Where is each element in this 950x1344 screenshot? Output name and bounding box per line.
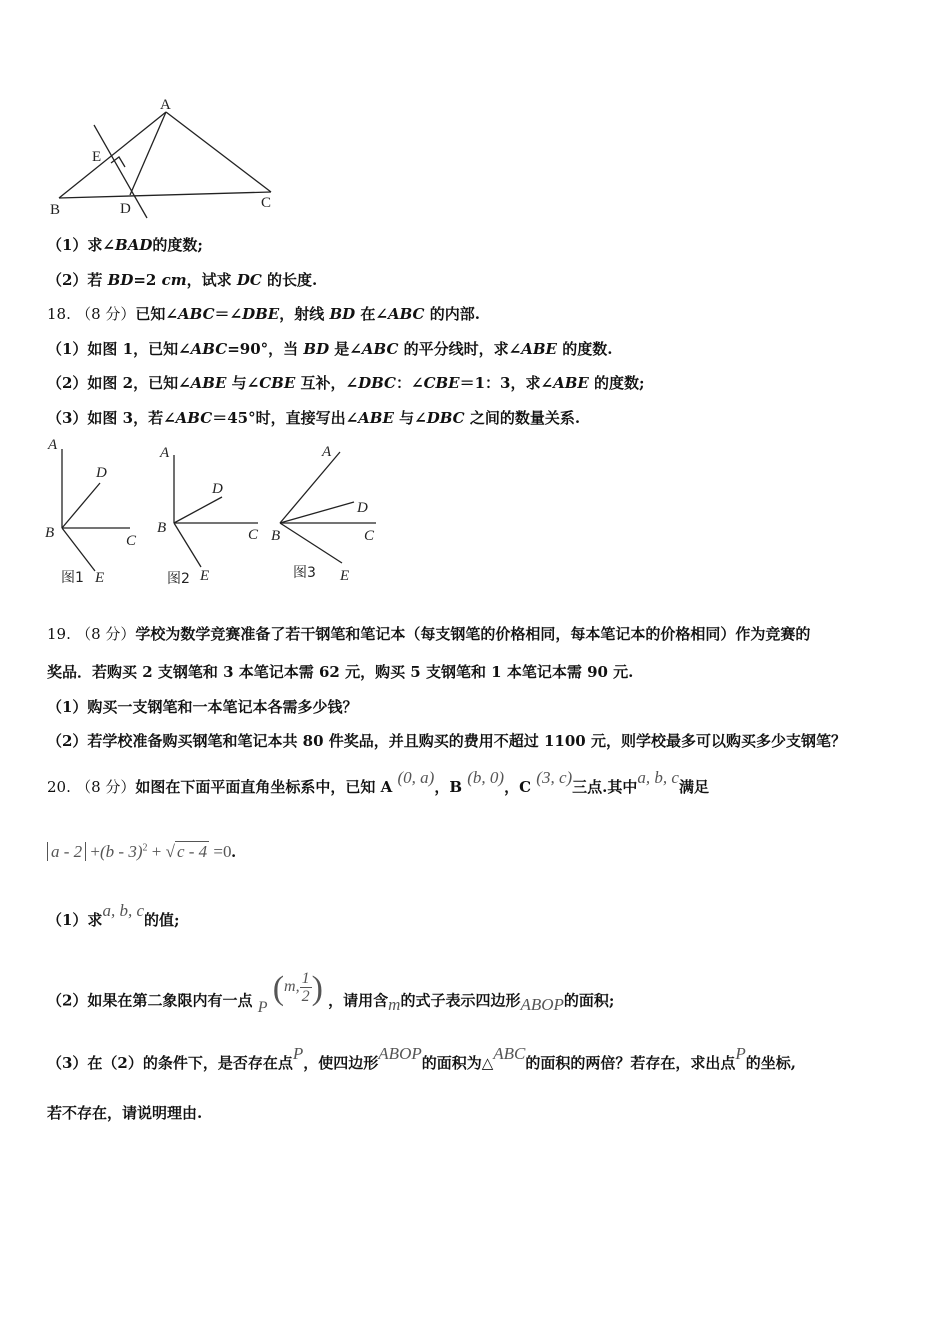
ray-be xyxy=(280,523,342,563)
label-c: C xyxy=(126,533,137,549)
label-a: A xyxy=(160,445,170,461)
label-c: C xyxy=(261,195,272,211)
ray-bd xyxy=(62,483,100,528)
point-b-coords: (b, 0) xyxy=(467,768,505,787)
q17-part1: （1）求∠BAD的度数; xyxy=(47,236,203,254)
triangle-figure xyxy=(40,95,285,225)
vars-abc: a, b, c xyxy=(637,768,679,787)
ray-bd xyxy=(174,497,222,523)
figure-caption: 图2 xyxy=(167,571,190,587)
point-a-coords: (0, a) xyxy=(397,768,435,787)
point-p-coords: (m, $\frac{1}{2}$ ) xyxy=(272,970,323,1008)
abs-term: a - 2 xyxy=(47,842,86,861)
label-a: A xyxy=(322,444,332,460)
q20-part3: （3）在（2）的条件下，是否存在点P，使四边形ABOP的面积为△ABC的面积的两倍？若存在，求出点P的坐标, xyxy=(47,1044,797,1072)
q19-stem-line2: 奖品．若购买 2 支钢笔和 3 本笔记本需 62 元，购买 5 支钢笔和 1 本笔记本需 90 元. xyxy=(47,663,634,681)
q18-stem: 18. （8 分）已知∠ABC＝∠DBE，射线 BD 在∠ABC 的内部. xyxy=(47,305,480,323)
point-c-coords: (3, c) xyxy=(536,768,573,787)
q20-part1: （1）求a, b, c的值; xyxy=(47,901,180,929)
label-a: A xyxy=(160,97,171,113)
label-d: D xyxy=(120,201,131,217)
label-e: E xyxy=(340,568,350,584)
label-e: E xyxy=(200,568,210,584)
label-c: C xyxy=(248,527,259,543)
ray-be xyxy=(62,528,95,571)
label-e: E xyxy=(95,570,105,586)
segment-ba xyxy=(59,112,166,198)
q17-part2: （2）若 BD=2 cm，试求 DC 的长度. xyxy=(47,271,318,289)
segment-ad xyxy=(130,112,166,195)
figure-caption: 图3 xyxy=(293,565,316,581)
square-term: (b - 3) xyxy=(100,842,143,861)
q19-part1: （1）购买一支钢笔和一本笔记本各需多少钱？ xyxy=(47,698,358,716)
figure-1 xyxy=(40,435,150,590)
q18-part2: （2）如图 2，已知∠ABE 与∠CBE 互补，∠DBC：∠CBE＝1：3，求∠ABE 的度数; xyxy=(47,374,645,392)
q19-part2: （2）若学校准备购买钢笔和笔记本共 80 件奖品，并且购买的费用不超过 1100 元，则学校最多可以购买多少支钢笔？ xyxy=(47,732,846,750)
q20-stem: 20. （8 分）如图在下面平面直角坐标系中，已知 A (0, a)，B (b, 0)，C (3, c)三点.其中a, b, c满足 xyxy=(47,768,709,796)
q20-part2: （2）如果在第二象限内有一点 P (m, $\frac{1}{2}$ ) ，请用含m的式子表示四边形ABOP的面积; xyxy=(47,970,615,1016)
q20-part3-cont: 若不存在，请说明理由. xyxy=(47,1104,203,1122)
label-d: D xyxy=(212,481,223,497)
figure-2 xyxy=(152,435,267,590)
ray-bd xyxy=(280,502,354,523)
label-d: D xyxy=(96,465,107,481)
label-c: C xyxy=(364,528,375,544)
sqrt-term: √ c - 4 xyxy=(165,842,208,861)
segment-bc xyxy=(59,192,271,198)
q18-part1: （1）如图 1，已知∠ABC=90°，当 BD 是∠ABC 的平分线时，求∠ABE 的度数. xyxy=(47,340,613,358)
q19-stem-line1: 19. （8 分）学校为数学竞赛准备了若干钢笔和笔记本（每支钢笔的价格相同，每本笔记本的价格相同）作为竞赛的 xyxy=(47,625,811,643)
segment-ac xyxy=(166,112,271,192)
label-d: D xyxy=(357,500,368,516)
label-a: A xyxy=(48,437,58,453)
ray-ba xyxy=(280,452,340,523)
figure-3 xyxy=(268,435,383,590)
label-b: B xyxy=(157,520,167,536)
condition-equation: a - 2 +(b - 3)$^2$ + √ c - 4 =0. xyxy=(47,842,236,862)
label-b: B xyxy=(50,202,61,218)
q18-part3: （3）如图 3，若∠ABC＝45°时，直接写出∠ABE 与∠DBC 之间的数量关系. xyxy=(47,409,581,427)
label-b: B xyxy=(45,525,55,541)
label-e: E xyxy=(92,149,102,165)
label-b: B xyxy=(271,528,281,544)
figure-caption: 图1 xyxy=(61,570,84,586)
ray-be xyxy=(174,523,201,567)
